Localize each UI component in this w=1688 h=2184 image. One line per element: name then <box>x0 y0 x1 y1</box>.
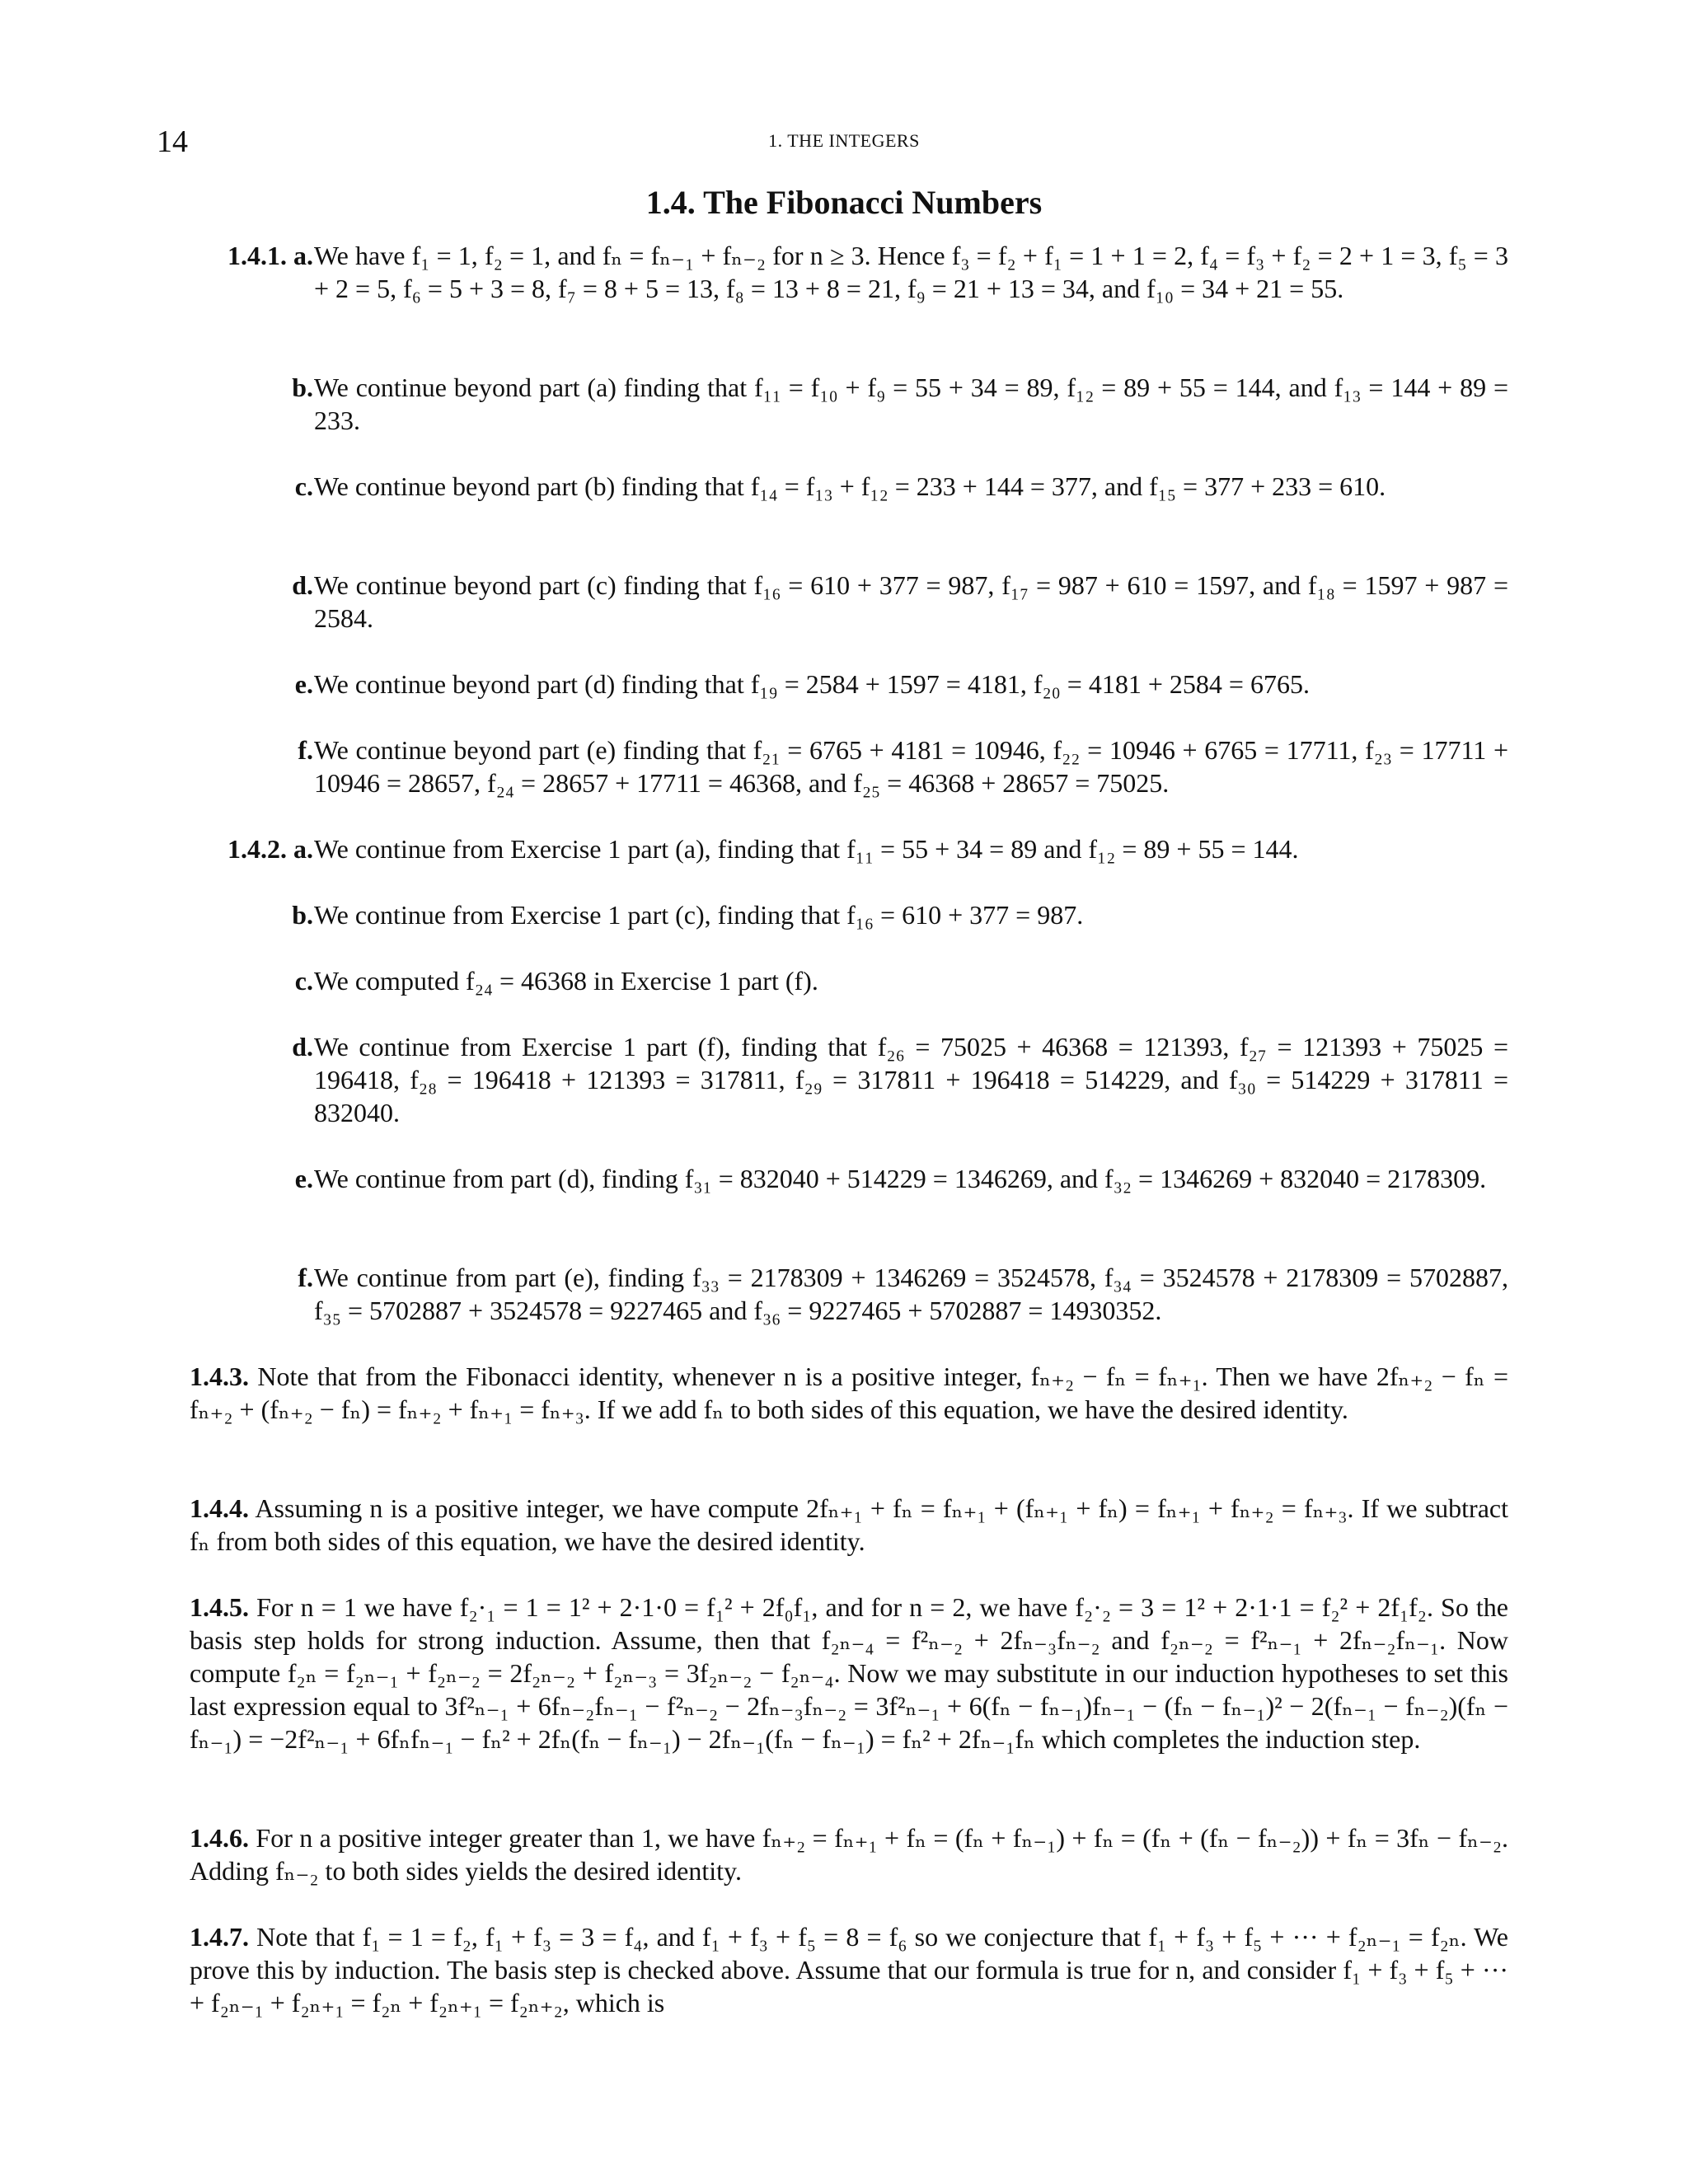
exercise-1-4-5 <box>190 1591 1508 1755</box>
exercise-text: We continue beyond part (e) finding that f₂₁ = 6765 + 4181 = 10946, f₂₂ = 10946 + 6765 = 17711, f₂₃ = 17711 + 10946 = 28657, f₂₄ = 28657 + 17711 = 46368, and f₂₅ = 46368 + 28657 = 75025. <box>314 735 1508 798</box>
exercise-text: We continue from part (d), finding f₃₁ = 832040 + 514229 = 1346269, and f₃₂ = 1346269 + 832040 = 2178309. <box>314 1164 1487 1193</box>
exercise-text: Assuming n is a positive integer, we have compute 2fₙ₊₁ + fₙ = fₙ₊₁ + (fₙ₊₁ + fₙ) = fₙ₊₁ + fₙ₊₂ = fₙ₊₃. If we subtract fₙ from both sides of this equation, we have the desired identity. <box>190 1493 1509 1556</box>
exercise-1-4-6 <box>190 1821 1508 1887</box>
exercise-text: We computed f₂₄ = 46368 in Exercise 1 part (f). <box>314 966 818 996</box>
exercise-label: 1.4.7. <box>190 1922 249 1952</box>
exercise-text: We continue beyond part (d) finding that f₁₉ = 2584 + 1597 = 4181, f₂₀ = 4181 + 2584 = 6765. <box>314 669 1310 699</box>
page-number: 14 <box>157 124 188 159</box>
exercise-label: 1.4.6. <box>190 1823 249 1853</box>
exercise-text: For n a positive integer greater than 1, we have fₙ₊₂ = fₙ₊₁ + fₙ = (fₙ + fₙ₋₁) + fₙ = (fₙ + (fₙ − fₙ₋₂)) + fₙ = 3fₙ − fₙ₋₂. Adding fₙ₋₂ to both sides yields the desired identity. <box>190 1823 1509 1886</box>
exercise-label: e. <box>294 1164 313 1193</box>
exercise-text: We continue beyond part (b) finding that f₁₄ = f₁₃ + f₁₂ = 233 + 144 = 377, and f₁₅ = 377 + 233 = 610. <box>314 471 1386 501</box>
exercise-text: We continue beyond part (a) finding that f₁₁ = f₁₀ + f₉ = 55 + 34 = 89, f₁₂ = 89 + 55 = 144, and f₁₃ = 144 + 89 = 233. <box>314 373 1508 435</box>
section-title: 1.4. The Fibonacci Numbers <box>645 184 1043 221</box>
exercise-label: 1.4.4. <box>190 1493 249 1523</box>
exercise-label: 1.4.5. <box>190 1592 249 1622</box>
running-head: 1. THE INTEGERS <box>768 130 920 151</box>
exercise-text: We continue from Exercise 1 part (f), finding that f₂₆ = 75025 + 46368 = 121393, f₂₇ = 121393 + 75025 = 196418, f₂₈ = 196418 + 121393 = 317811, f₂₉ = 317811 + 196418 = 514229, and f₃₀ = 514229 + 317811 = 832040. <box>314 1032 1508 1127</box>
exercise-label: c. <box>294 471 313 501</box>
exercise-text: Note that f₁ = 1 = f₂, f₁ + f₃ = 3 = f₄, and f₁ + f₃ + f₅ = 8 = f₆ so we conjecture that f₁ + f₃ + f₅ + ··· + f₂ₙ₋₁ = f₂ₙ. We prove this by induction. The basis step is checked above. Assume that our formula is true for n, and consider f₁ + f₃ + f₅ + ··· + f₂ₙ₋₁ + f₂ₙ₊₁ = f₂ₙ + f₂ₙ₊₁ = f₂ₙ₊₂, which is <box>190 1922 1509 2018</box>
exercise-label: b. <box>292 373 313 402</box>
exercise-1-4-7 <box>190 1920 1508 2019</box>
exercise-text: We have f₁ = 1, f₂ = 1, and fₙ = fₙ₋₁ + fₙ₋₂ for n ≥ 3. Hence f₃ = f₂ + f₁ = 1 + 1 = 2, f₄ = f₃ + f₂ = 2 + 1 = 3, f₅ = 3 + 2 = 5, f₆ = 5 + 3 = 8, f₇ = 8 + 5 = 13, f₈ = 13 + 8 = 21, f₉ = 21 + 13 = 34, and f₁₀ = 34 + 21 = 55. <box>314 241 1508 303</box>
exercise-text: We continue from Exercise 1 part (c), finding that f₁₆ = 610 + 377 = 987. <box>314 900 1084 930</box>
exercise-1-4-3 <box>190 1360 1508 1426</box>
exercise-text: We continue from Exercise 1 part (a), finding that f₁₁ = 55 + 34 = 89 and f₁₂ = 89 + 55 = 144. <box>314 834 1299 864</box>
exercise-label: d. <box>292 1032 313 1062</box>
exercise-label: c. <box>294 966 313 996</box>
exercise-1-4-4 <box>190 1492 1508 1558</box>
exercise-text: We continue beyond part (c) finding that f₁₆ = 610 + 377 = 987, f₁₇ = 987 + 610 = 1597, and f₁₈ = 1597 + 987 = 2584. <box>314 570 1508 633</box>
exercise-label: 1.4.3. <box>190 1361 249 1391</box>
exercise-label: 1.4.2. a. <box>227 834 313 864</box>
exercise-label: d. <box>292 570 313 600</box>
exercise-label: b. <box>292 900 313 930</box>
exercise-label: f. <box>298 735 313 765</box>
exercise-text: For n = 1 we have f₂·₁ = 1 = 1² + 2·1·0 = f₁² + 2f₀f₁, and for n = 2, we have f₂·₂ = 3 = 1² + 2·1·1 = f₂² + 2f₁f₂. So the basis step holds for strong induction. Assume, then that f₂ₙ₋₄ = f²ₙ₋₂ + 2fₙ₋₃fₙ₋₂ and f₂ₙ₋₂ = f²ₙ₋₁ + 2fₙ₋₂fₙ₋₁. Now compute f₂ₙ = f₂ₙ₋₁ + f₂ₙ₋₂ = 2f₂ₙ₋₂ + f₂ₙ₋₃ = 3f₂ₙ₋₂ − f₂ₙ₋₄. Now we may substitute in our induction hypotheses to set this last expression equal to 3f²ₙ₋₁ + 6fₙ₋₂fₙ₋₁ − f²ₙ₋₂ − 2fₙ₋₃fₙ₋₂ = 3f²ₙ₋₁ + 6(fₙ − fₙ₋₁)fₙ₋₁ − (fₙ − fₙ₋₁)² − 2(fₙ₋₁ − fₙ₋₂)(fₙ − fₙ₋₁) = −2f²ₙ₋₁ + 6fₙfₙ₋₁ − fₙ² + 2fₙ(fₙ − fₙ₋₁) − 2fₙ₋₁(fₙ − fₙ₋₁) = fₙ² + 2fₙ₋₁fₙ which completes the induction step. <box>190 1592 1509 1754</box>
exercise-label: f. <box>298 1263 313 1292</box>
exercise-text: We continue from part (e), finding f₃₃ = 2178309 + 1346269 = 3524578, f₃₄ = 3524578 + 2178309 = 5702887, f₃₅ = 5702887 + 3524578 = 9227465 and f₃₆ = 9227465 + 5702887 = 14930352. <box>314 1263 1508 1325</box>
exercise-text: Note that from the Fibonacci identity, whenever n is a positive integer, fₙ₊₂ − fₙ = fₙ₊₁. Then we have 2fₙ₊₂ − fₙ = fₙ₊₂ + (fₙ₊₂ − fₙ) = fₙ₊₂ + fₙ₊₁ = fₙ₊₃. If we add fₙ to both sides of this equation, we have the desired identity. <box>190 1361 1509 1424</box>
exercise-label: e. <box>294 669 313 699</box>
exercise-label: 1.4.1. a. <box>227 241 313 270</box>
